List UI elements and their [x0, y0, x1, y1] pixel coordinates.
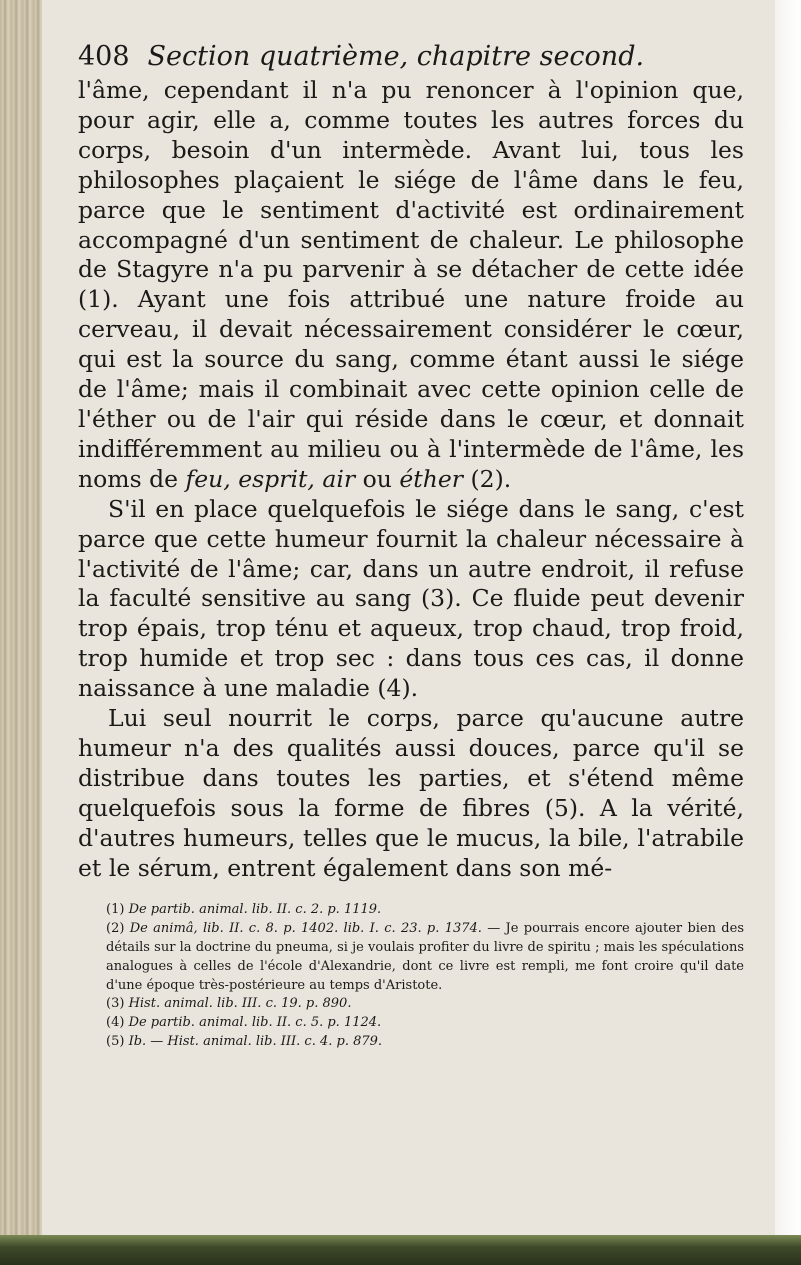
- footnote-marker: (2): [106, 921, 125, 937]
- scan-bottom-edge: [0, 1235, 801, 1265]
- scan-margin: [775, 0, 801, 1265]
- text-block: [78, 40, 744, 1052]
- footnote-ref: Ib. — Hist. animal. lib. III. c. 4. p. 879.: [128, 1034, 383, 1050]
- footnote-ref: De partib. animal. lib. II. c. 2. p. 1119.: [128, 902, 382, 918]
- paragraph-1-tail: (2).: [463, 464, 512, 493]
- footnote-marker: (5): [106, 1034, 125, 1050]
- footnote-4: [78, 1014, 744, 1033]
- footnote-ref: De partib. animal. lib. II. c. 5. p. 1124.: [128, 1015, 382, 1031]
- footnote-marker: (4): [106, 1015, 125, 1031]
- footnote-marker: (1): [106, 902, 125, 918]
- footnote-3: [78, 995, 744, 1014]
- footnotes: [78, 901, 744, 1051]
- footnote-ref: De animâ, lib. II. c. 8. p. 1402. lib. I. c. 23. p. 1374.: [129, 921, 482, 937]
- paragraph-1-connector: ou: [355, 464, 400, 493]
- footnote-ref: Hist. animal. lib. III. c. 19. p. 890.: [128, 996, 352, 1012]
- paragraph-1-text: l'âme, cependant il n'a pu renoncer à l'opinion que, pour agir, elle a, comme toutes les autres forces du corps, besoin d'un intermède. Avant lui, tous les philosophes plaçaient le siége de l'âme dans le feu, parce que le sentiment d'activité est ordinairement accompagné d'un sentiment de chaleur. Le philosophe de Stagyre n'a pu parvenir à se détacher de cette idée (1). Ayant une fois attribué une nature froide au cerveau, il devait nécessairement considérer le cœur, qui est la source du sang, comme étant aussi le siége de l'âme; mais il combinait avec cette opinion celle de l'éther ou de l'air qui réside dans le cœur, et donnait indifféremment au milieu ou à l'intermède de l'âme, les noms de: [78, 76, 744, 493]
- footnote-1: [78, 901, 744, 920]
- footnote-2: [78, 920, 744, 995]
- paragraph-1-italic-last: éther: [399, 464, 463, 493]
- footnote-5: [78, 1033, 744, 1052]
- footnote-comment: — Je pourrais encore ajouter bien des détails sur la doctrine du pneuma, si je voulais profiter du livre de spiritu ; mais les spéculations analogues à celles de l'école d'Alexandrie, dont ce livre est rempli, me font croire qu'il date d'une époque très-postérieure au temps d'Aristote.: [106, 921, 744, 993]
- running-title: Section quatrième, chapitre second.: [147, 41, 645, 72]
- paragraph-3: Lui seul nourrit le corps, parce qu'aucune autre humeur n'a des qualités aussi douces, parce qu'il se distribue dans toutes les parties, et s'étend même quelquefois sous la forme de fibres (5). A la vérité, d'autres humeurs, telles que le mucus, la bile, l'atrabile et le sérum, entrent également dans son mé-: [78, 704, 744, 882]
- body-text: [78, 76, 744, 883]
- binding-edge: [0, 0, 42, 1265]
- paragraph-1: [78, 76, 744, 495]
- running-head: [78, 40, 744, 74]
- paragraph-1-italic-terms: feu, esprit, air: [185, 464, 356, 493]
- paragraph-2: S'il en place quelquefois le siége dans le sang, c'est parce que cette humeur fournit la chaleur nécessaire à l'activité de l'âme; car, dans un autre endroit, il refuse la faculté sensitive au sang (3). Ce fluide peut devenir trop épais, trop ténu et aqueux, trop chaud, trop froid, trop humide et trop sec : dans tous ces cas, il donne naissance à une maladie (4).: [78, 494, 744, 703]
- footnote-marker: (3): [106, 996, 125, 1012]
- page-number: 408: [78, 41, 130, 72]
